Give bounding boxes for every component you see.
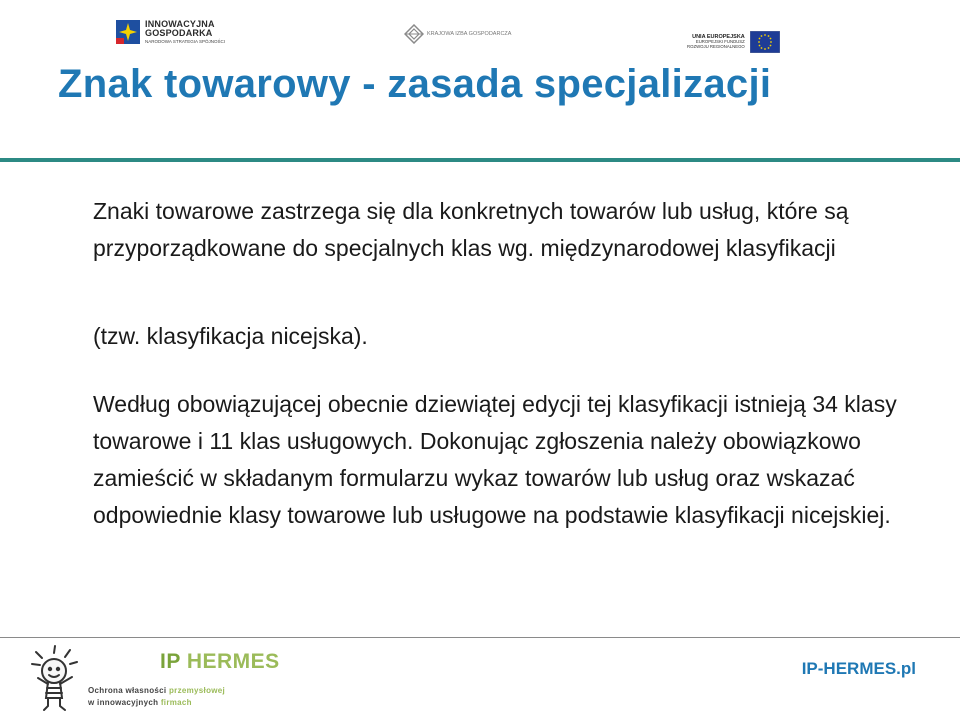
paragraph-2: (tzw. klasyfikacja nicejska). bbox=[93, 323, 368, 349]
footer-tagline bbox=[88, 685, 225, 709]
slide-title: Znak towarowy - zasada specjalizacji bbox=[58, 62, 772, 106]
ig-line2: GOSPODARKA bbox=[145, 28, 213, 38]
ue-line3: ROZWOJU REGIONALNEGO bbox=[687, 43, 745, 49]
paragraph-1: Znaki towarowe zastrzega się dla konkretnych towarów lub usług, które są przyporządkowane do specjalnych klas wg. międzynarodowej klasyfikacji bbox=[93, 198, 849, 261]
innowacyjna-gospodarka-logo bbox=[116, 20, 225, 45]
brand-ip: IP bbox=[160, 650, 181, 673]
tagline-2b: firmach bbox=[160, 698, 192, 707]
kig-emblem-icon bbox=[404, 24, 424, 44]
kig-label: KRAJOWA IZBA GOSPODARCZA bbox=[427, 31, 512, 37]
paragraph-3: Według obowiązującej obecnie dziewiątej edycji tej klasyfikacji istnieją 34 klasy towarowe i 11 klas usługowych. Dokonując zgłoszenia należy obowiązkowo zamieścić w składanym formularzu wykaz towarów lub usług oraz wskazać odpowiednie klasy towarowe lub usługowe na podstawie klasyfikacji nicejskiej. bbox=[93, 391, 897, 528]
kig-logo bbox=[404, 24, 511, 44]
ig-star-icon bbox=[116, 20, 140, 44]
tagline-1b: przemysłowej bbox=[169, 686, 226, 695]
lightbulb-mascot-icon bbox=[30, 644, 80, 714]
ig-line1: INNOWACYJNA bbox=[145, 19, 215, 29]
tagline-1a: Ochrona własności bbox=[88, 686, 167, 695]
title-divider bbox=[0, 158, 960, 162]
eu-logo bbox=[687, 31, 780, 53]
logo-strip bbox=[0, 0, 960, 62]
ue-line1: UNIA EUROPEJSKA bbox=[692, 33, 745, 40]
eu-flag-icon bbox=[750, 31, 780, 53]
ue-line2: EUROPEJSKI FUNDUSZ bbox=[695, 39, 745, 45]
brand-name: HERMES bbox=[186, 650, 280, 673]
ip-hermes-brand bbox=[160, 650, 280, 674]
footer-divider bbox=[0, 637, 960, 638]
tagline-2a: w innowacyjnych bbox=[88, 698, 159, 707]
website-link[interactable]: IP-HERMES.pl bbox=[801, 659, 916, 678]
ig-line3: NARODOWA STRATEGIA SPÓJNOŚCI bbox=[145, 39, 226, 44]
